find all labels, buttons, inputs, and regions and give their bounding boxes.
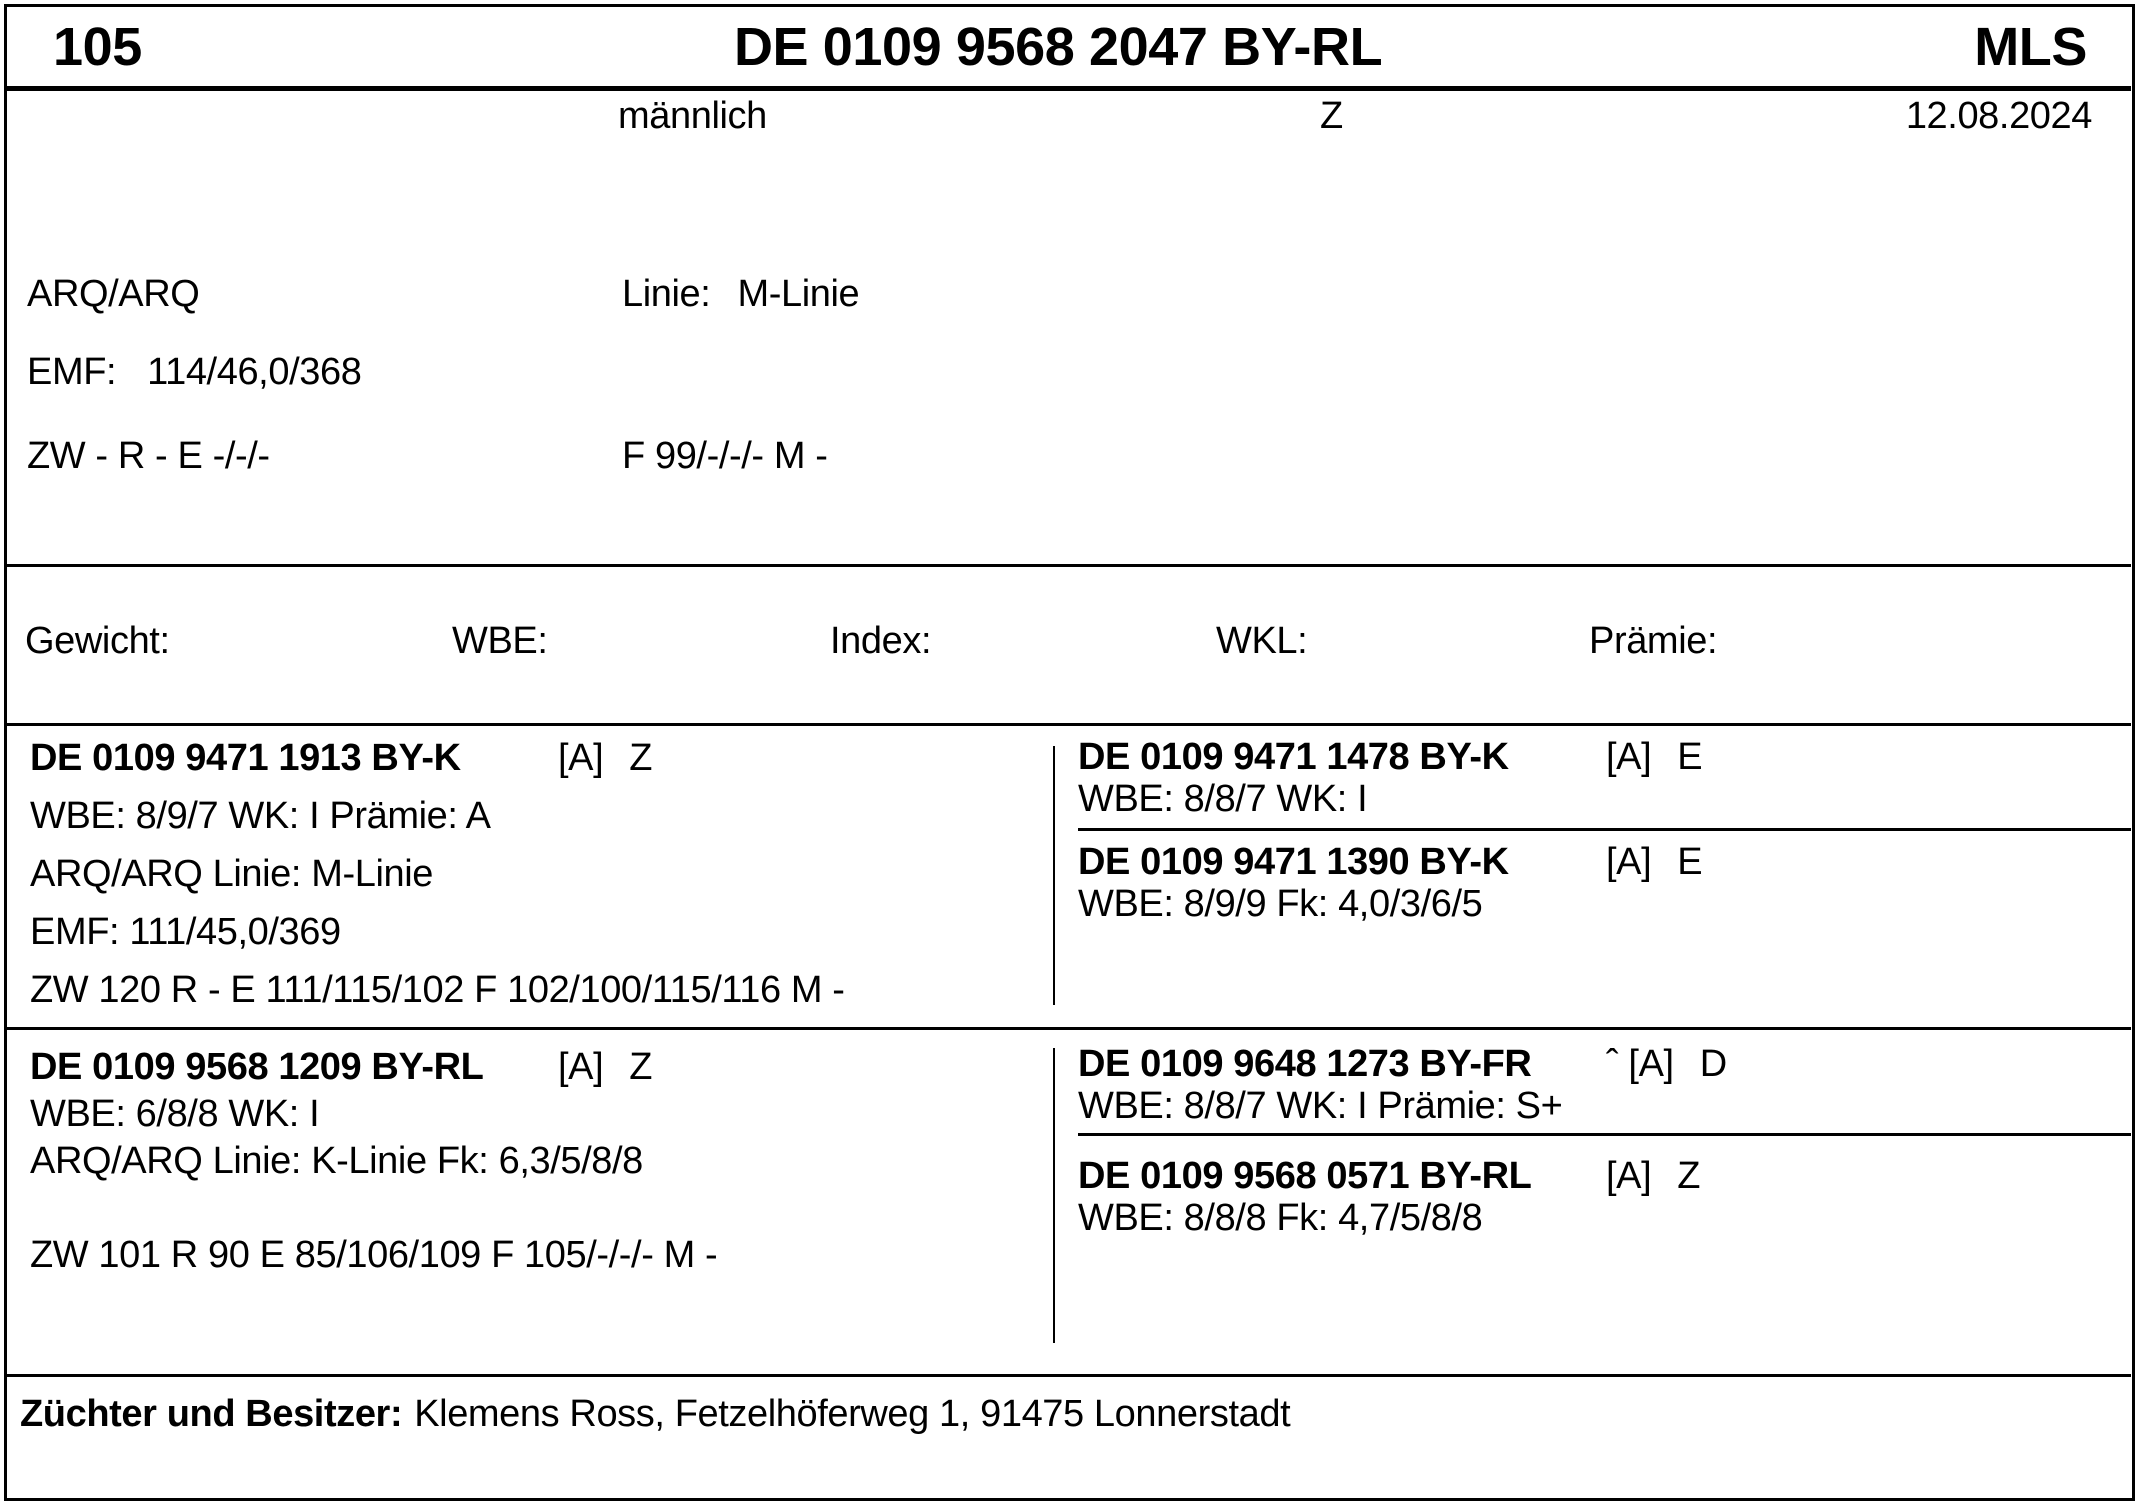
dam-detail-line [30,1185,1040,1232]
dam-dam-box [1078,1155,2123,1239]
sire-sire-box [1078,736,2123,820]
dam-sire-code: D [1699,1043,1727,1085]
header-divider-line [7,86,2131,91]
sire-sire-id: DE 0109 9471 1478 BY-K [1078,736,1509,778]
f-values-line: F 99/-/-/- M - [622,435,828,477]
sire-dam-box [1078,841,2123,925]
catalog-number: 105 [53,17,142,77]
breeder-owner-value: Klemens Ross, Fetzelhöferweg 1, 91475 Lonnerstadt [414,1393,1291,1435]
wkl-label: WKL: [1216,620,1308,662]
sire-dam-title-line [1078,841,2123,883]
dam-title-line [30,1044,1040,1091]
dam-detail-line: WBE: 6/8/8 WK: I [30,1093,320,1135]
dam-box [30,1044,1040,1279]
index-label: Index: [830,620,932,662]
sire-detail-line: ARQ/ARQ Linie: M-Linie [30,853,434,895]
genotype-value: ARQ/ARQ [27,273,200,315]
sire-detail-line: WBE: 8/9/7 WK: I Prämie: A [30,795,491,837]
sire-parents-divider [1078,828,2131,831]
dam-sire-box [1078,1043,2123,1127]
sire-dam-tag: [A] [1606,841,1652,883]
premium-label: Prämie: [1589,620,1718,662]
sire-box [30,729,1040,1019]
sex-label: männlich [618,95,767,137]
dam-detail-line: ARQ/ARQ Linie: K-Linie Fk: 6,3/5/8/8 [30,1140,643,1182]
info-divider-line [7,564,2131,567]
pedigree-bottom-vertical-divider [1053,1048,1055,1343]
dam-id: DE 0109 9568 1209 BY-RL [30,1046,484,1088]
dam-dam-code: Z [1677,1155,1701,1197]
sire-detail-line: ZW 120 R - E 111/115/102 F 102/100/115/116 M - [30,969,845,1011]
pedigree-top-vertical-divider [1053,746,1055,1005]
dam-code: Z [629,1046,653,1088]
dam-parents-divider [1078,1133,2131,1136]
linie-row [622,272,859,316]
dam-sire-tag: ˆ [A] [1606,1043,1674,1085]
breeding-values-line: ZW - R - E -/-/- [27,435,270,477]
dam-sire-detail-line: WBE: 8/8/7 WK: I Prämie: S+ [1078,1085,1563,1127]
wbe-label: WBE: [452,620,548,662]
sire-id: DE 0109 9471 1913 BY-K [30,737,461,779]
emf-label: EMF: [27,351,117,393]
dam-dam-title-line [1078,1155,2123,1197]
breeder-owner-label: Züchter und Besitzer: [20,1393,403,1435]
sire-title-line [30,729,1040,787]
dam-sire-title-line [1078,1043,2123,1085]
linie-value: M-Linie [737,273,860,315]
subheader-row [0,94,2138,142]
sire-sire-code: E [1677,736,1703,778]
sire-sire-tag: [A] [1606,736,1652,778]
association-code: MLS [1974,17,2087,77]
sire-code: Z [629,737,653,779]
measures-row [0,619,2138,663]
sire-sire-detail-line: WBE: 8/8/7 WK: I [1078,778,1368,820]
usage-code: Z [1320,95,1343,137]
emf-value: 114/46,0/368 [147,351,362,393]
dam-dam-id: DE 0109 9568 0571 BY-RL [1078,1155,1532,1197]
sire-dam-code: E [1677,841,1703,883]
linie-label: Linie: [622,273,711,315]
dam-tag: [A] [558,1046,604,1088]
weight-label: Gewicht: [25,620,170,662]
pedigree-middle-line [7,1027,2131,1030]
sire-detail-line: EMF: 111/45,0/369 [30,911,341,953]
card-header [7,8,2131,86]
breeder-owner-row [20,1392,1290,1436]
sire-dam-id: DE 0109 9471 1390 BY-K [1078,841,1509,883]
dam-detail-line: ZW 101 R 90 E 85/106/109 F 105/-/-/- M - [30,1234,718,1276]
pedigree-bottom-line [7,1374,2131,1377]
animal-id-title: DE 0109 9568 2047 BY-RL [733,17,1383,77]
emf-row [27,350,361,394]
sire-tag: [A] [558,737,604,779]
dam-sire-id: DE 0109 9648 1273 BY-FR [1078,1043,1532,1085]
pedigree-top-line [7,723,2131,726]
dam-dam-tag: [A] [1606,1155,1652,1197]
birth-date: 12.08.2024 [1905,95,2092,137]
sire-sire-title-line [1078,736,2123,778]
sire-dam-detail-line: WBE: 8/9/9 Fk: 4,0/3/6/5 [1078,883,1483,925]
dam-dam-detail-line: WBE: 8/8/8 Fk: 4,7/5/8/8 [1078,1197,1483,1239]
